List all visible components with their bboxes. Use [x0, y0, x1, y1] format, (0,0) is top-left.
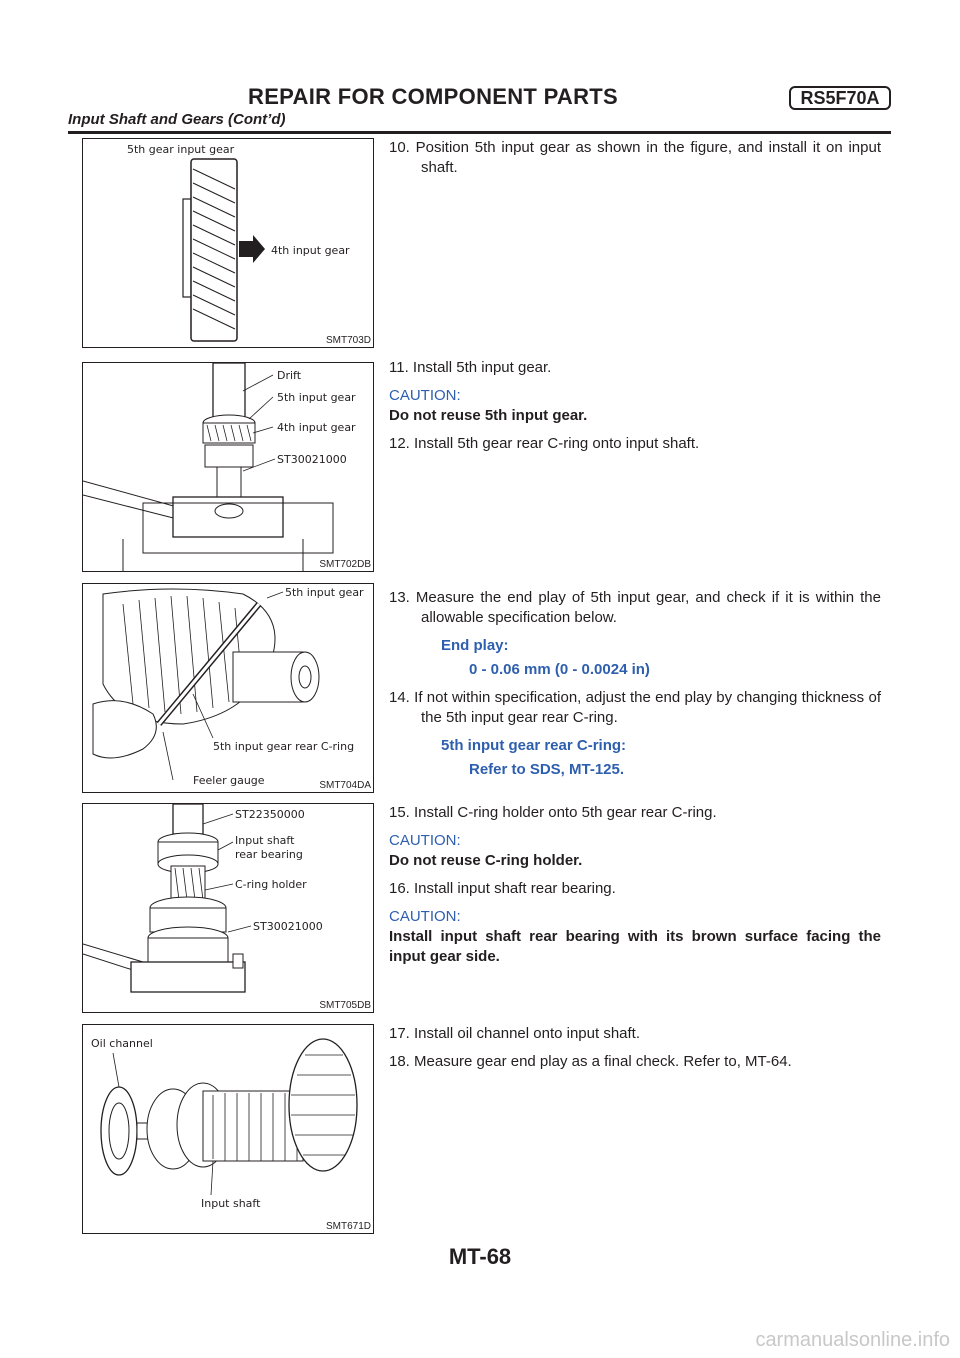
spec-c-ring-value: Refer to SDS, MT-125.	[469, 761, 625, 778]
figure-label: Input shaft	[235, 834, 295, 847]
figure-code: SMT703D	[325, 335, 371, 346]
figure-label: Drift	[277, 369, 302, 382]
model-code-badge: RS5F70A	[789, 86, 891, 110]
figure-code: SMT705DB	[319, 1000, 371, 1011]
caution-text: Install input shaft rear bearing with its brown surface facing the input gear side.	[389, 928, 881, 965]
figure-label: rear bearing	[235, 848, 303, 861]
header-divider	[68, 131, 891, 134]
caution-text: Do not reuse C-ring holder.	[389, 852, 583, 869]
figure-label: ST30021000	[277, 453, 347, 466]
spec-end-play-label: End play:	[441, 637, 509, 654]
step-18: 18. Measure gear end play as a final check. Refer to, MT-64.	[389, 1053, 792, 1070]
figure-install-5th-gear-illustration	[83, 363, 374, 572]
text-block-steps-15-16	[389, 803, 881, 975]
page-subtitle: Input Shaft and Gears (Cont’d)	[68, 111, 286, 128]
figure-label: ST22350000	[235, 808, 305, 821]
step-17: 17. Install oil channel onto input shaft.	[389, 1025, 641, 1042]
caution-heading: CAUTION:	[389, 832, 461, 849]
figure-oil-channel-illustration	[83, 1025, 374, 1234]
caution-text: Do not reuse 5th input gear.	[389, 407, 588, 424]
figure-smt702db	[82, 362, 374, 572]
figure-label: 5th input gear	[277, 391, 356, 404]
step-10: 10. Position 5th input gear as shown in the figure, and install it on input shaft.	[389, 139, 881, 176]
step-12: 12. Install 5th gear rear C-ring onto input shaft.	[389, 435, 700, 452]
figure-5th-gear-illustration	[83, 139, 374, 348]
figure-code: SMT702DB	[319, 559, 371, 570]
figure-code: SMT704DA	[319, 780, 371, 791]
figure-label: 5th input gear	[285, 586, 364, 599]
watermark: carmanualsonline.info	[755, 1329, 950, 1351]
figure-label: Input shaft	[201, 1197, 261, 1210]
figure-smt705db	[82, 803, 374, 1013]
caution-heading: CAUTION:	[389, 387, 461, 404]
step-16: 16. Install input shaft rear bearing.	[389, 880, 616, 897]
step-11: 11. Install 5th input gear.	[389, 359, 552, 376]
page-title: REPAIR FOR COMPONENT PARTS	[248, 84, 618, 109]
figure-smt671d	[82, 1024, 374, 1234]
figure-label: Feeler gauge	[193, 774, 265, 787]
text-block-steps-11-12	[389, 358, 881, 462]
text-block-steps-13-14	[389, 588, 881, 788]
figure-smt703d	[82, 138, 374, 348]
figure-code: SMT671D	[325, 1221, 371, 1232]
text-block-steps-17-18	[389, 1024, 881, 1080]
step-13: 13. Measure the end play of 5th input gear, and check if it is within the allowable specification below.	[389, 589, 881, 626]
figure-label: Oil channel	[91, 1037, 153, 1050]
figure-label: 5th input gear rear C-ring	[213, 740, 355, 753]
figure-label: 5th gear input gear	[127, 143, 235, 156]
figure-label: 4th input gear	[277, 421, 356, 434]
caution-heading: CAUTION:	[389, 908, 461, 925]
spec-c-ring-label: 5th input gear rear C-ring:	[441, 737, 627, 754]
step-15: 15. Install C-ring holder onto 5th gear rear C-ring.	[389, 804, 717, 821]
spec-end-play-value: 0 - 0.06 mm (0 - 0.0024 in)	[469, 661, 650, 678]
figure-label: C-ring holder	[235, 878, 307, 891]
figure-label: ST30021000	[253, 920, 323, 933]
figure-label: 4th input gear	[271, 244, 350, 257]
text-block-step-10	[389, 138, 881, 186]
figure-c-ring-holder-illustration	[83, 804, 374, 1013]
figure-feeler-gauge-illustration	[83, 584, 374, 793]
figure-smt704da	[82, 583, 374, 793]
step-14: 14. If not within specification, adjust the end play by changing thickness of the 5th input gear rear C-ring.	[389, 689, 881, 726]
page-number: MT-68	[448, 1244, 512, 1269]
